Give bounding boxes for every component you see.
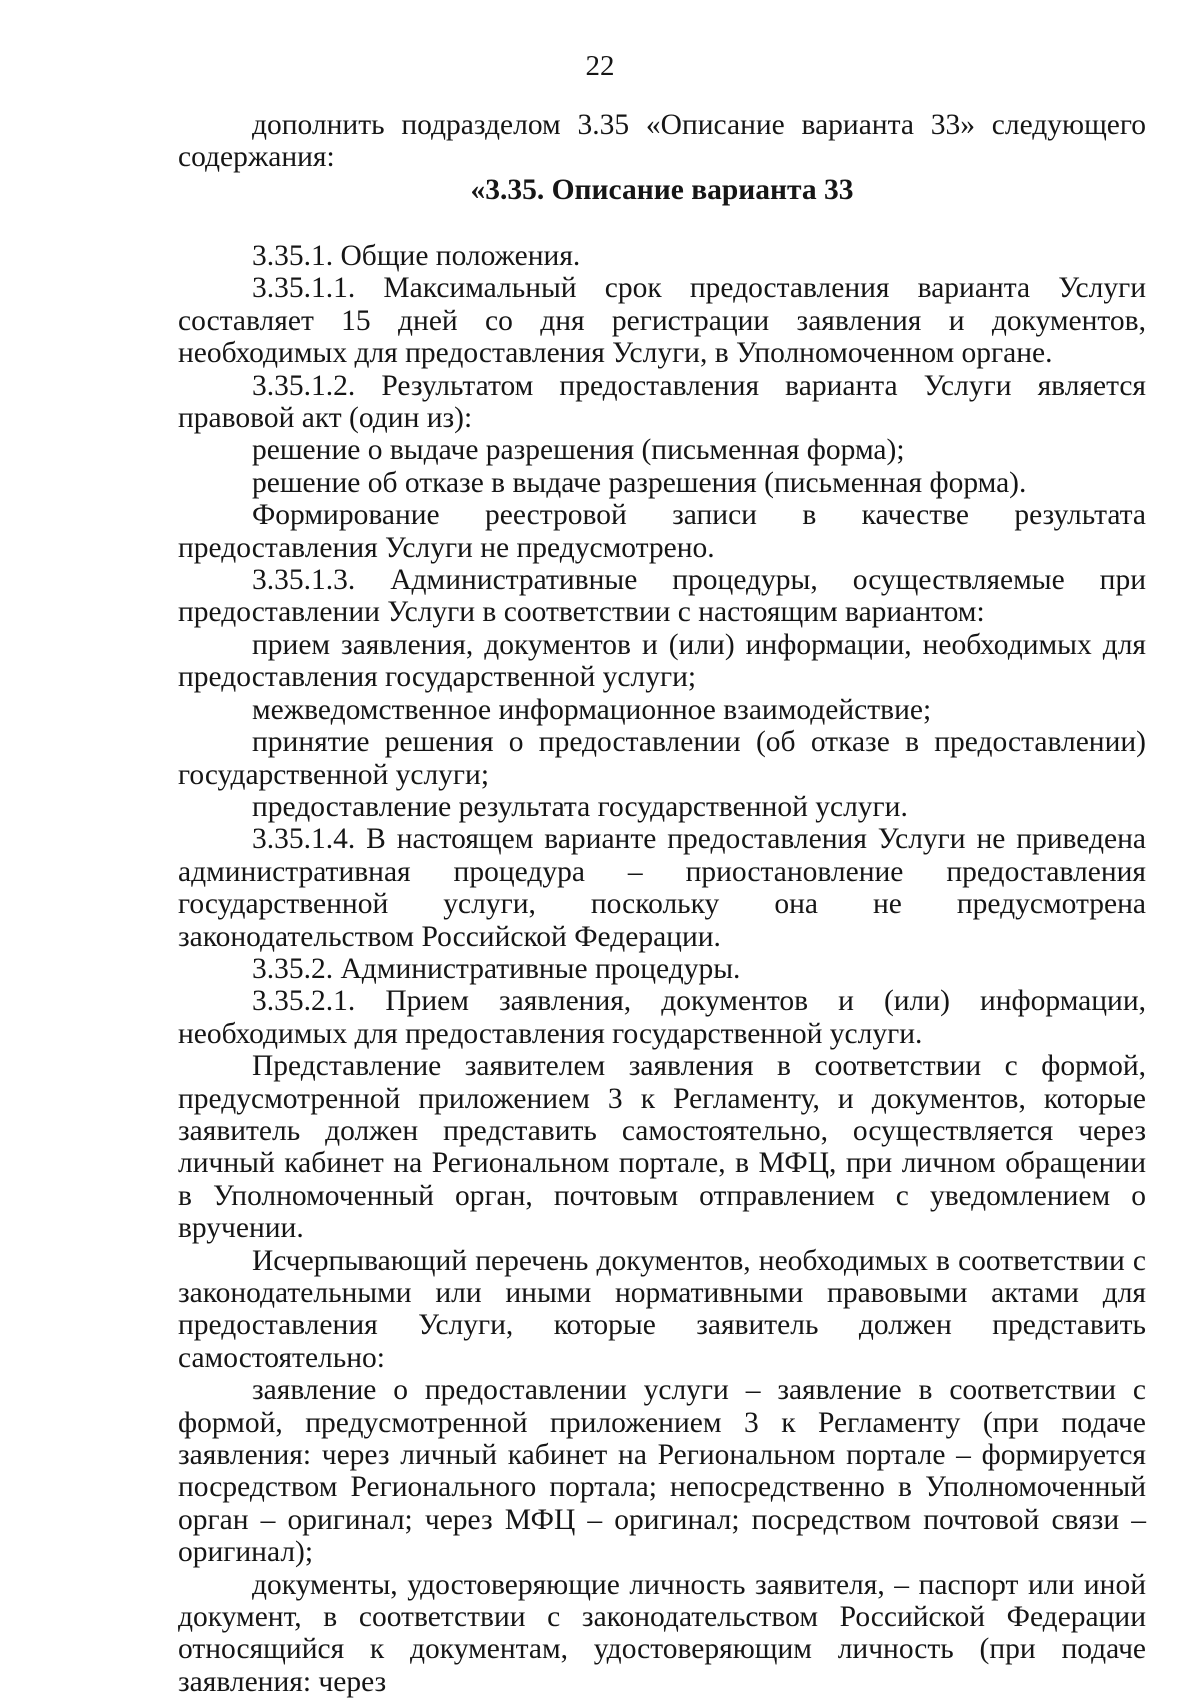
- list-item-identity-documents: документы, удостоверяющие личность заявителя, – паспорт или иной документ, в соответствии с законодательством Российской Федерации относящийся к документам, удостоверяющим личность (при подаче заявления: через: [178, 1568, 1146, 1698]
- document-body: [178, 240, 1146, 1698]
- paragraph-3-35-1-4: 3.35.1.4. В настоящем варианте предоставления Услуги не приведена административная процедура – приостановление предоставления государственной услуги, поскольку она не предусмотрена законодательством Российской Федерации.: [178, 823, 1146, 953]
- paragraph-3-35-1-1: 3.35.1.1. Максимальный срок предоставления варианта Услуги составляет 15 дней со дня регистрации заявления и документов, необходимых для предоставления Услуги, в Уполномоченном органе.: [178, 272, 1146, 370]
- list-item-permit-decision: решение о выдаче разрешения (письменная форма);: [252, 434, 905, 467]
- paragraph-3-35-1-2: 3.35.1.2. Результатом предоставления варианта Услуги является правовой акт (один из):: [178, 369, 1146, 435]
- list-item-result-delivery: предоставление результата государственной услуги.: [252, 790, 908, 823]
- paragraph-submission: Представление заявителем заявления в соответствии с формой, предусмотренной приложением 3 к Регламенту, и документов, которые заявитель должен представить самостоятельно, осуществляется через личный кабинет на Региональном портале, в МФЦ, при личном обращении в Уполномоченный орган, почтовым отправлением с уведомлением о вручении.: [178, 1050, 1146, 1245]
- list-item-interagency: межведомственное информационное взаимодействие;: [252, 693, 932, 726]
- paragraph-registry-record: Формирование реестровой записи в качестве результата предоставления Услуги не предусмотрено.: [178, 499, 1146, 564]
- list-item-decision-making: принятие решения о предоставлении (об отказе в предоставлении) государственной услуги;: [178, 726, 1146, 791]
- list-item-application-intake: прием заявления, документов и (или) информации, необходимых для предоставления государственной услуги;: [178, 628, 1146, 694]
- list-item-application: заявление о предоставлении услуги – заявление в соответствии с формой, предусмотренной приложением 3 к Регламенту (при подаче заявления: через личный кабинет на Региональном портале – формируется посредством Регионального портала; непосредственно в Уполномоченный орган – оригинал; через МФЦ – оригинал; посредством почтовой связи – оригинал);: [178, 1374, 1146, 1569]
- paragraph-document-list: Исчерпывающий перечень документов, необходимых в соответствии с законодательными или иными нормативными правовыми актами для предоставления Услуги, которые заявитель должен представить самостоятельно:: [178, 1244, 1146, 1374]
- intro-paragraph: дополнить подразделом 3.35 «Описание варианта 33» следующего содержания:: [178, 109, 1146, 174]
- paragraph-3-35-1-3: 3.35.1.3. Административные процедуры, осуществляемые при предоставлении Услуги в соответствии с настоящим вариантом:: [178, 564, 1146, 629]
- paragraph-3-35-2-1: 3.35.2.1. Прием заявления, документов и (или) информации, необходимых для предоставления государственной услуги.: [178, 985, 1146, 1050]
- list-item-refusal-decision: решение об отказе в выдаче разрешения (письменная форма).: [252, 466, 1027, 499]
- page-number: 22: [585, 50, 615, 82]
- section-heading: «3.35. Описание варианта 33: [470, 174, 854, 206]
- paragraph-3-35-2: 3.35.2. Административные процедуры.: [252, 952, 741, 985]
- paragraph-3-35-1: 3.35.1. Общие положения.: [252, 240, 581, 272]
